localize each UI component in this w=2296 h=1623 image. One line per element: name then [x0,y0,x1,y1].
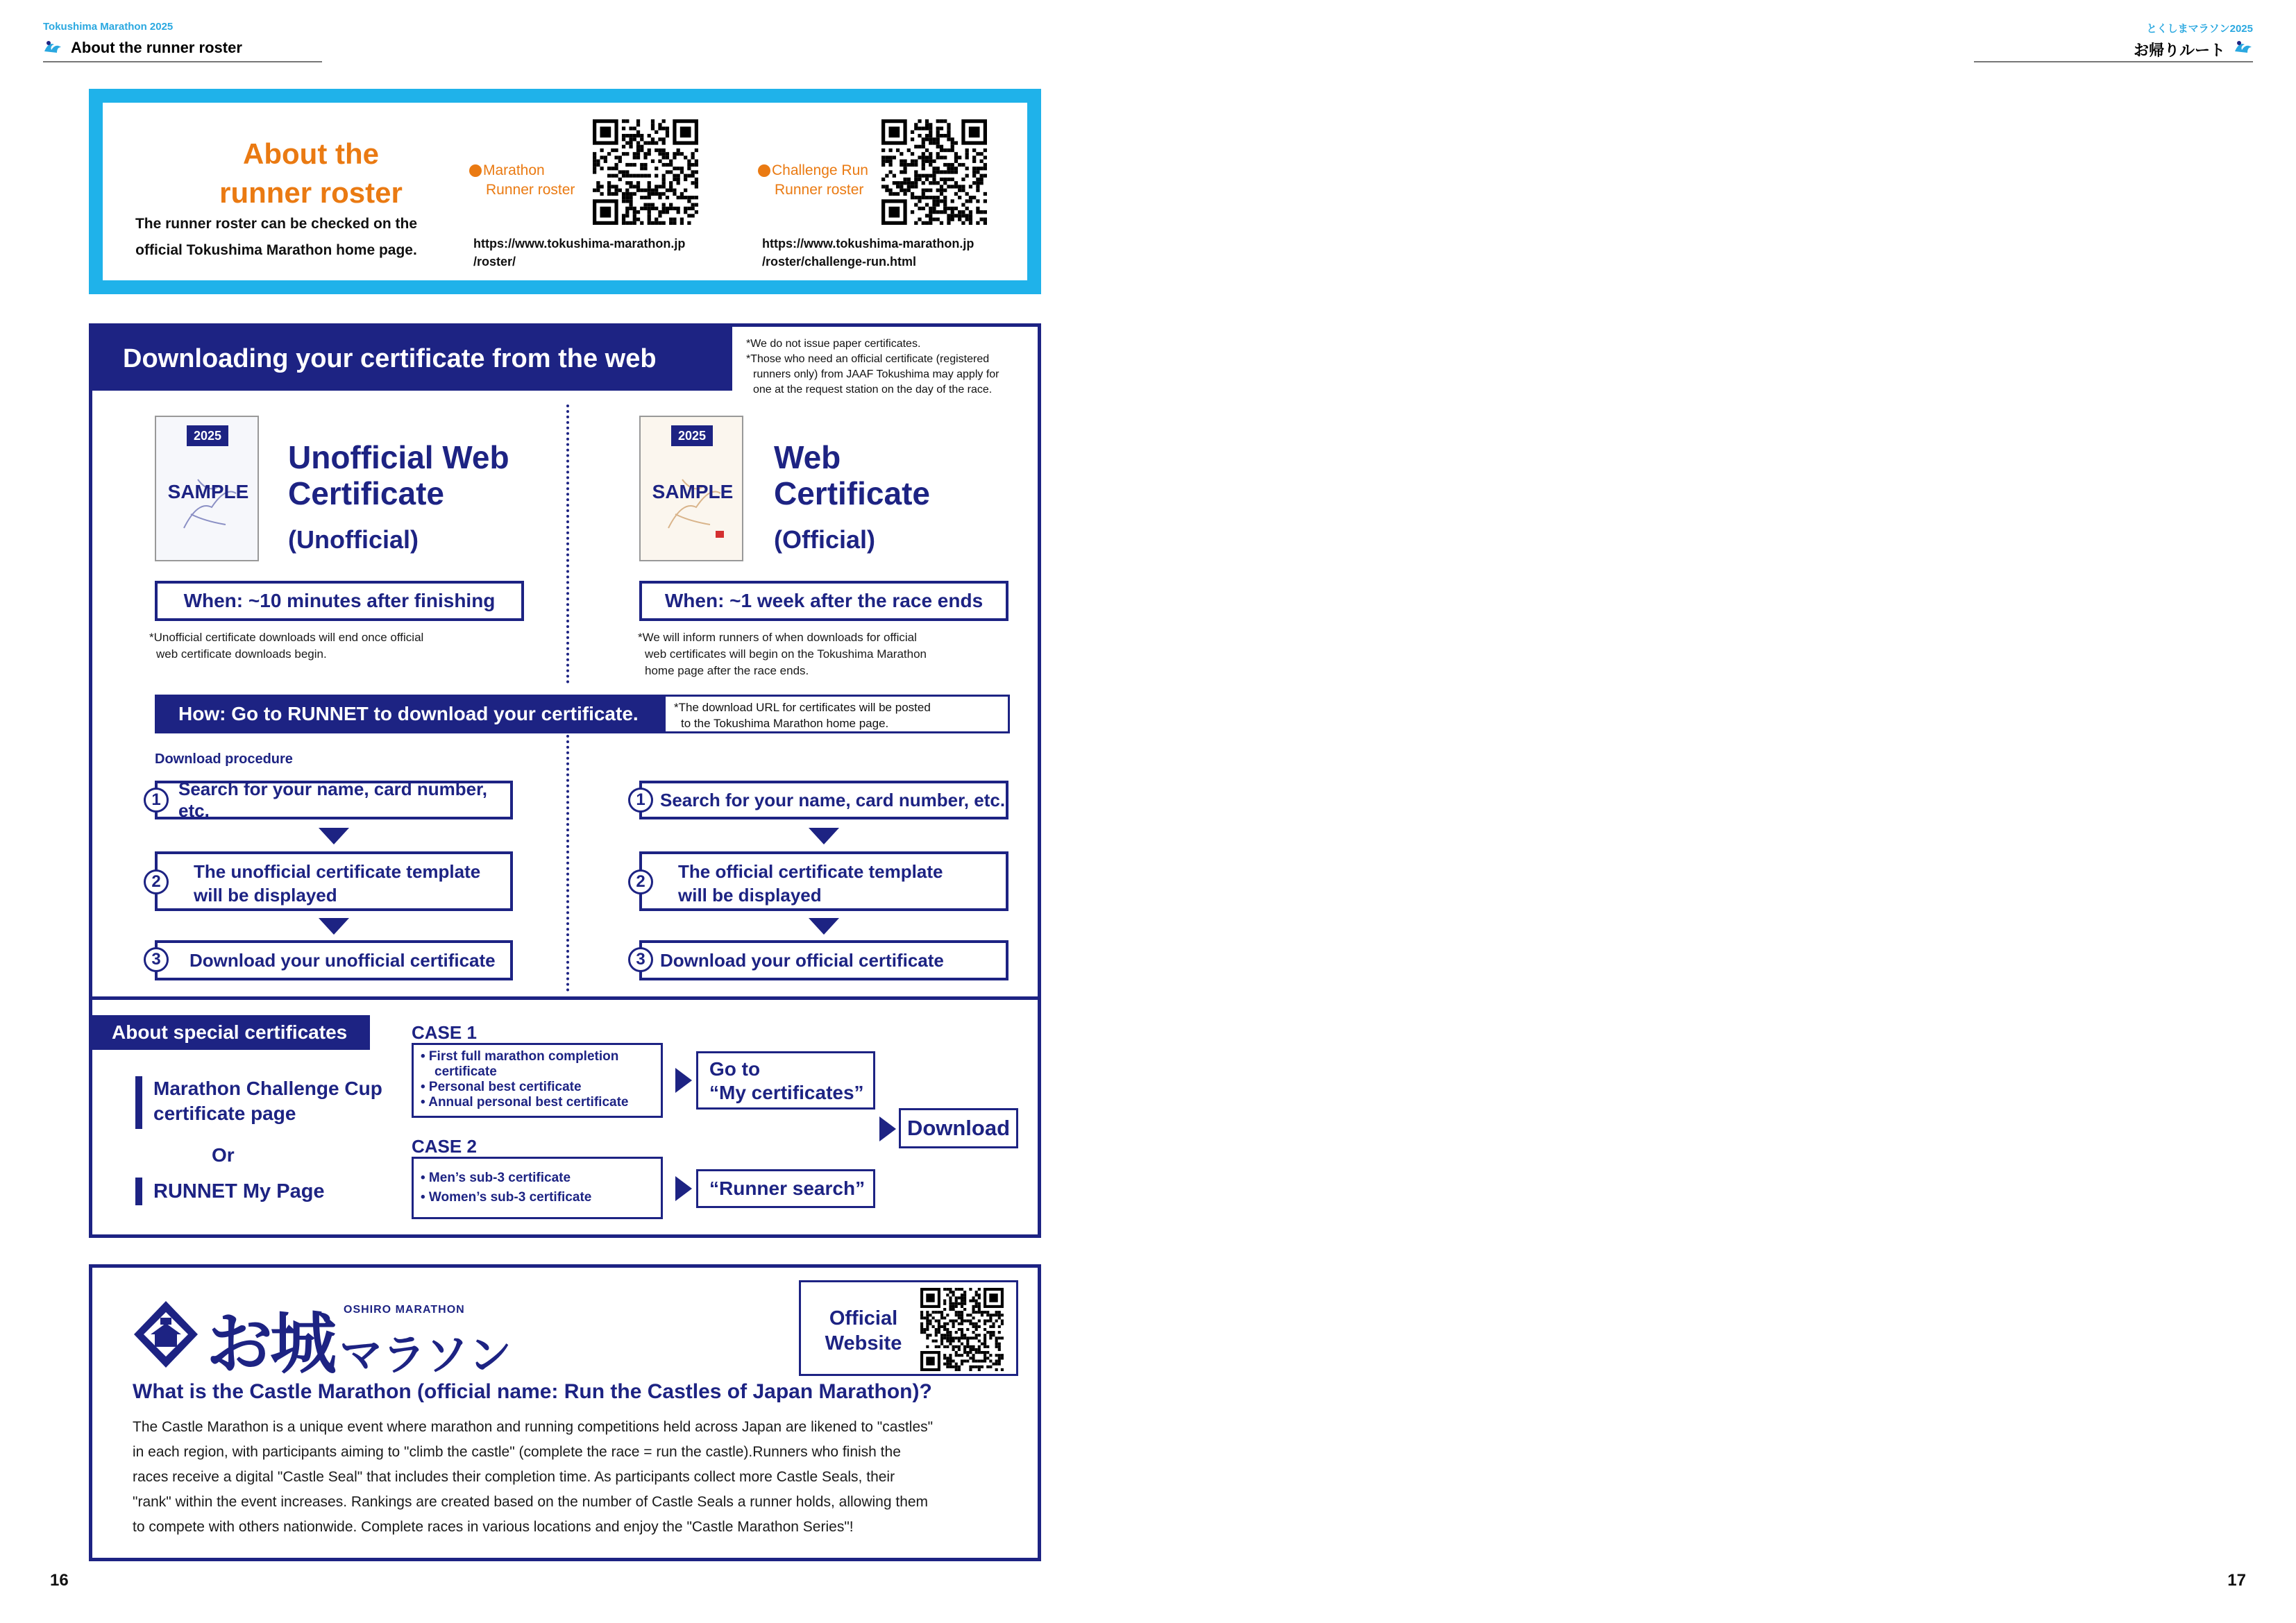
header-rule-left [43,61,322,62]
official-title-line1: Web [774,439,841,475]
sample-label: SAMPLE [652,481,734,502]
arrow-right-icon [675,1176,692,1201]
certificate-paper-note [746,337,999,398]
unofficial-note-line2: web certificate downloads begin. [156,647,327,661]
official-sample-image [639,416,743,561]
arrow-right-icon [879,1116,896,1141]
arrow-down-icon [319,828,349,844]
case1-target-line1: Go to [709,1058,761,1080]
arrow-down-icon [319,918,349,935]
unofficial-title-line2: Certificate [288,475,444,511]
case1-item: • First full marathon completion [421,1049,619,1064]
column-divider-bottom [566,735,569,992]
roster-description [124,211,429,264]
paper-note-line1: *We do not issue paper certificates. [746,338,921,350]
source1-line1: Marathon Challenge Cup [153,1078,382,1099]
official-title [774,439,930,511]
special-certificates-panel [89,996,1041,1238]
qr-code-challenge-roster[interactable] [881,119,987,225]
castle-question: What is the Castle Marathon (official name: Run the Castles of Japan Marathon)? [133,1380,932,1403]
castle-logo-main: お城 [206,1305,334,1383]
roster-desc-line1: The runner roster can be checked on the [135,216,418,232]
paper-note-line3: runners only) from JAAF Tokushima may apply for [753,368,999,380]
case1-item: • Personal best certificate [421,1080,582,1094]
official-when-box: When: ~1 week after the race ends [639,581,1008,621]
qr-challenge-label [758,161,868,200]
unofficial-subtitle: (Unofficial) [288,525,419,554]
official-subtitle: (Official) [774,525,876,554]
step-number-3: 3 [144,947,169,972]
certificate-heading: Downloading your certificate from the web [92,327,732,391]
bullet-dot-icon [469,164,482,177]
right-step-2 [639,851,1008,911]
right-step-2-line1: The official certificate template [678,861,943,882]
right-step-3: Download your official certificate [639,940,1008,980]
castle-logo-icon [131,1298,201,1370]
left-step-3: Download your unofficial certificate [155,940,513,980]
header-edition-left: Tokushima Marathon 2025 [43,21,174,33]
case1-list [412,1043,663,1118]
qr-marathon-label [469,161,575,200]
qr-challenge-url[interactable] [762,235,974,271]
qr-code-castle-marathon[interactable] [920,1288,1004,1371]
download-box: Download [899,1108,1018,1148]
qr-marathon-label-line2: Runner roster [486,182,575,198]
source1-line2: certificate page [153,1103,296,1124]
official-website-line2: Website [825,1332,902,1354]
arrow-down-icon [809,828,839,844]
castle-body-line: The Castle Marathon is a unique event where marathon and running competitions held across Japan are likened to "castles" [133,1419,934,1435]
castle-body-line: in each region, with participants aiming to "climb the castle" (complete the race = run the castle).Runners who finish the [133,1444,901,1460]
source-bar [135,1076,142,1129]
header-edition-right: とくしまマラソン2025 [2146,23,2253,35]
wave-logo-icon [43,37,62,57]
sample-label: SAMPLE [167,481,249,502]
castle-logo-subtitle: OSHIRO MARATHON [344,1304,465,1316]
official-website-box[interactable] [799,1280,1018,1376]
right-step-1: Search for your name, card number, etc. [639,781,1008,819]
special-heading: About special certificates [92,1015,370,1050]
official-website-line1: Official [829,1307,898,1329]
unofficial-note [149,629,423,663]
unofficial-when-box: When: ~10 minutes after finishing [155,581,524,621]
castle-logo-kana: マラソン [339,1329,512,1380]
castle-body-line: "rank" within the event increases. Rankings are created based on the number of Castle Seals a runner holds, allowing them [133,1494,929,1510]
header-section-title-right: お帰りルート [2133,42,2225,59]
roster-panel [89,89,1041,294]
unofficial-note-line1: *Unofficial certificate downloads will end once official [149,631,424,644]
source-bar [135,1178,142,1205]
roster-title [214,135,408,212]
step-number-2: 2 [144,869,169,894]
page-number-right: 17 [2227,1571,2246,1590]
step-number-1: 1 [628,788,653,813]
step-number-3: 3 [628,947,653,972]
header-section-title-left: About the runner roster [71,39,242,56]
qr-marathon-label-line1: Marathon [483,162,545,178]
case2-item: • Men’s sub-3 certificate [421,1171,571,1185]
procedure-label: Download procedure [155,751,293,767]
right-step-2-line2: will be displayed [678,885,822,906]
case2-target: “Runner search” [696,1169,875,1208]
sample-year-badge: 2025 [187,425,228,446]
roster-title-line1: About the [243,137,379,170]
case2-list [412,1157,663,1219]
paper-note-line4: one at the request station on the day of the race. [753,384,993,396]
roster-desc-line2: official Tokushima Marathon home page. [135,242,417,258]
step-number-1: 1 [144,788,169,813]
qr-code-marathon-roster[interactable] [593,119,698,225]
official-note-line2: web certificates will begin on the Tokushima Marathon [645,647,927,661]
or-label: Or [212,1144,235,1166]
header-rule-right [1974,61,2253,62]
roster-panel-inner [103,103,1027,280]
unofficial-sample-image [155,416,259,561]
certificate-panel [89,323,1041,1001]
left-step-2-line2: will be displayed [194,885,337,906]
roster-title-line2: runner roster [219,176,403,209]
castle-marathon-panel [89,1264,1041,1561]
left-step-2-line1: The unofficial certificate template [194,861,481,882]
left-step-1: Search for your name, card number, etc. [155,781,513,819]
arrow-right-icon [675,1068,692,1093]
left-step-2 [155,851,513,911]
qr-marathon-url-line2: /roster/ [473,255,516,269]
castle-body-line: races receive a digital "Castle Seal" that includes their completion time. As participants collect more Castle Seals, their [133,1469,895,1485]
qr-challenge-url-line1: https://www.tokushima-marathon.jp [762,237,974,250]
how-banner: How: Go to RUNNET to download your certificate. [155,695,666,733]
step-number-2: 2 [628,869,653,894]
unofficial-title-line1: Unofficial Web [288,439,509,475]
how-note [666,695,1010,733]
unofficial-title [288,439,509,511]
paper-note-line2: *Those who need an official certificate (registered [746,353,990,365]
source-runnet-my-page: RUNNET My Page [153,1180,325,1203]
qr-challenge-url-line2: /roster/challenge-run.html [762,255,917,269]
official-note-line3: home page after the race ends. [645,664,809,677]
case1-label: CASE 1 [412,1022,477,1043]
wave-logo-icon [2234,37,2253,57]
bullet-dot-icon [758,164,770,177]
official-website-label [815,1306,912,1356]
case2-item: • Women’s sub-3 certificate [421,1190,592,1205]
official-note-line1: *We will inform runners of when downloads for official [638,631,917,644]
official-note [638,629,927,679]
qr-marathon-url[interactable] [473,235,685,271]
source-challenge-cup [153,1076,382,1126]
case1-item: • Annual personal best certificate [421,1095,629,1110]
case2-label: CASE 2 [412,1136,477,1157]
sample-year-badge: 2025 [671,425,713,446]
case1-target [696,1051,875,1110]
qr-marathon-url-line1: https://www.tokushima-marathon.jp [473,237,686,250]
arrow-down-icon [809,918,839,935]
case1-target-line2: “My certificates” [709,1082,864,1103]
qr-challenge-label-line1: Challenge Run [772,162,868,178]
castle-body [133,1415,933,1540]
page-number-left: 16 [50,1571,69,1590]
how-note-line2: to the Tokushima Marathon home page. [681,717,889,730]
column-divider-top [566,405,569,683]
case1-item: certificate [434,1064,497,1079]
qr-challenge-label-line2: Runner roster [775,182,864,198]
castle-body-line: to compete with others nationwide. Complete races in various locations and enjoy the "Castle Marathon Series"! [133,1519,854,1535]
official-title-line2: Certificate [774,475,930,511]
how-note-line1: *The download URL for certificates will be posted [674,701,931,714]
